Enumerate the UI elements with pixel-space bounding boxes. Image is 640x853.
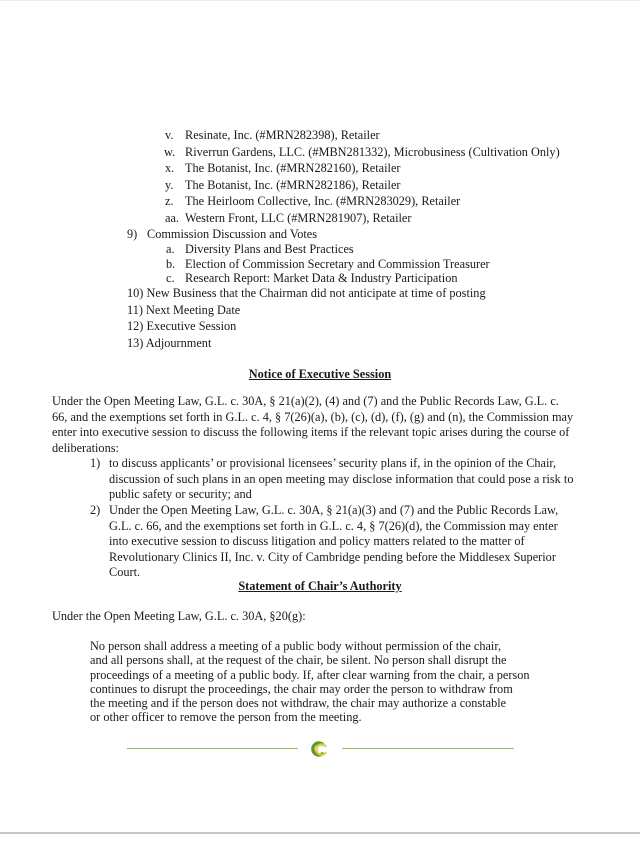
quote-line: proceedings of a meeting of a public body. If, after clear warning from the chair, a person <box>90 667 530 682</box>
list-marker: c. <box>166 271 175 285</box>
chair-authority-heading: Statement of Chair’s Authority <box>238 579 402 593</box>
list-item-text: Resinate, Inc. (#MRN282398), Retailer <box>185 128 380 142</box>
list-marker: v. <box>165 128 174 142</box>
executive-session-intro <box>52 394 573 456</box>
paragraph-line: G.L. c. 66, and the exemptions set forth in G.L. c. 4, § 7(26)(d), the Commission may enter <box>109 518 558 533</box>
executive-session-heading: Notice of Executive Session <box>248 367 392 381</box>
chair-authority-quote <box>90 639 530 725</box>
chair-authority-intro: Under the Open Meeting Law, G.L. c. 30A, §20(g): <box>52 609 306 623</box>
agenda-item-12: 12) Executive Session <box>127 319 237 333</box>
commission-logo-icon <box>310 740 328 758</box>
quote-line: the meeting and if the person does not withdraw, the chair may authorize a constable <box>90 696 507 711</box>
quote-line: or other officer to remove the person from the meeting. <box>90 710 362 725</box>
list-marker: 1) <box>90 456 101 470</box>
paragraph-line: public safety or security; and <box>109 487 252 502</box>
quote-line: continues to disrupt the proceedings, the chair may order the person to withdraw from <box>90 681 513 696</box>
agenda-item-11: 11) Next Meeting Date <box>127 302 241 317</box>
list-item-text: Diversity Plans and Best Practices <box>185 242 354 256</box>
paragraph-line: into executive session to discuss litigation and policy matters related to the matter of <box>109 534 525 549</box>
agenda-item-13: 13) Adjournment <box>127 335 212 350</box>
executive-item-2 <box>109 503 558 581</box>
footer-divider-left <box>127 748 298 749</box>
list-marker: 2) <box>90 503 101 517</box>
page-top-edge <box>0 0 640 1</box>
paragraph-line: enter into executive session to discuss the following items if the relevant topic arises during the course of <box>52 425 570 440</box>
paragraph-line: deliberations: <box>52 440 119 455</box>
list-item-text: Research Report: Market Data & Industry Participation <box>185 271 458 285</box>
list-marker: 9) <box>127 227 138 241</box>
page-break-rule <box>0 832 640 834</box>
list-marker: aa. <box>165 210 179 225</box>
paragraph-line: Revolutionary Clinics II, Inc. v. City of Cambridge pending before the Middlesex Superior <box>109 549 556 564</box>
list-item-text: The Botanist, Inc. (#MRN282186), Retailer <box>185 177 401 192</box>
paragraph-line: 66, and the exemptions set forth in G.L. c. 4, § 7(26)(a), (b), (c), (d), (f), (g) and (n), the Commission may <box>52 409 574 424</box>
list-item-text: The Heirloom Collective, Inc. (#MRN283029), Retailer <box>185 194 461 208</box>
list-marker: a. <box>166 242 175 256</box>
paragraph-line: Under the Open Meeting Law, G.L. c. 30A, § 21(a)(3) and (7) and the Public Records Law, <box>109 503 559 517</box>
list-marker: x. <box>165 161 175 175</box>
paragraph-line: discussion of such plans in an open meeting may disclose information that could pose a risk to <box>109 471 574 486</box>
list-marker: y. <box>165 177 174 192</box>
list-item-text: Western Front, LLC (#MRN281907), Retailer <box>185 210 412 225</box>
list-marker: b. <box>166 257 176 271</box>
agenda-item-10: 10) New Business that the Chairman did not anticipate at time of posting <box>127 286 486 300</box>
paragraph-line: Under the Open Meeting Law, G.L. c. 30A, § 21(a)(2), (4) and (7) and the Public Records Law, G.L. c. <box>52 394 559 408</box>
paragraph-line: Court. <box>109 565 141 580</box>
executive-item-1 <box>109 456 573 503</box>
paragraph-line: to discuss applicants’ or provisional licensees’ security plans if, in the opinion of the Chair, <box>109 456 557 470</box>
quote-line: No person shall address a meeting of a public body without permission of the chair, <box>90 639 502 653</box>
list-item-text: The Botanist, Inc. (#MRN282160), Retailer <box>185 161 401 175</box>
list-item-text: Riverrun Gardens, LLC. (#MBN281332), Microbusiness (Cultivation Only) <box>185 144 560 159</box>
list-marker: w. <box>164 144 176 159</box>
quote-line: and all persons shall, at the request of the chair, be silent. No person shall disrupt the <box>90 653 507 668</box>
footer-divider-right <box>342 748 514 749</box>
list-item-text: Commission Discussion and Votes <box>147 227 318 241</box>
list-item-text: Election of Commission Secretary and Commission Treasurer <box>185 257 490 271</box>
list-marker: z. <box>165 194 174 208</box>
